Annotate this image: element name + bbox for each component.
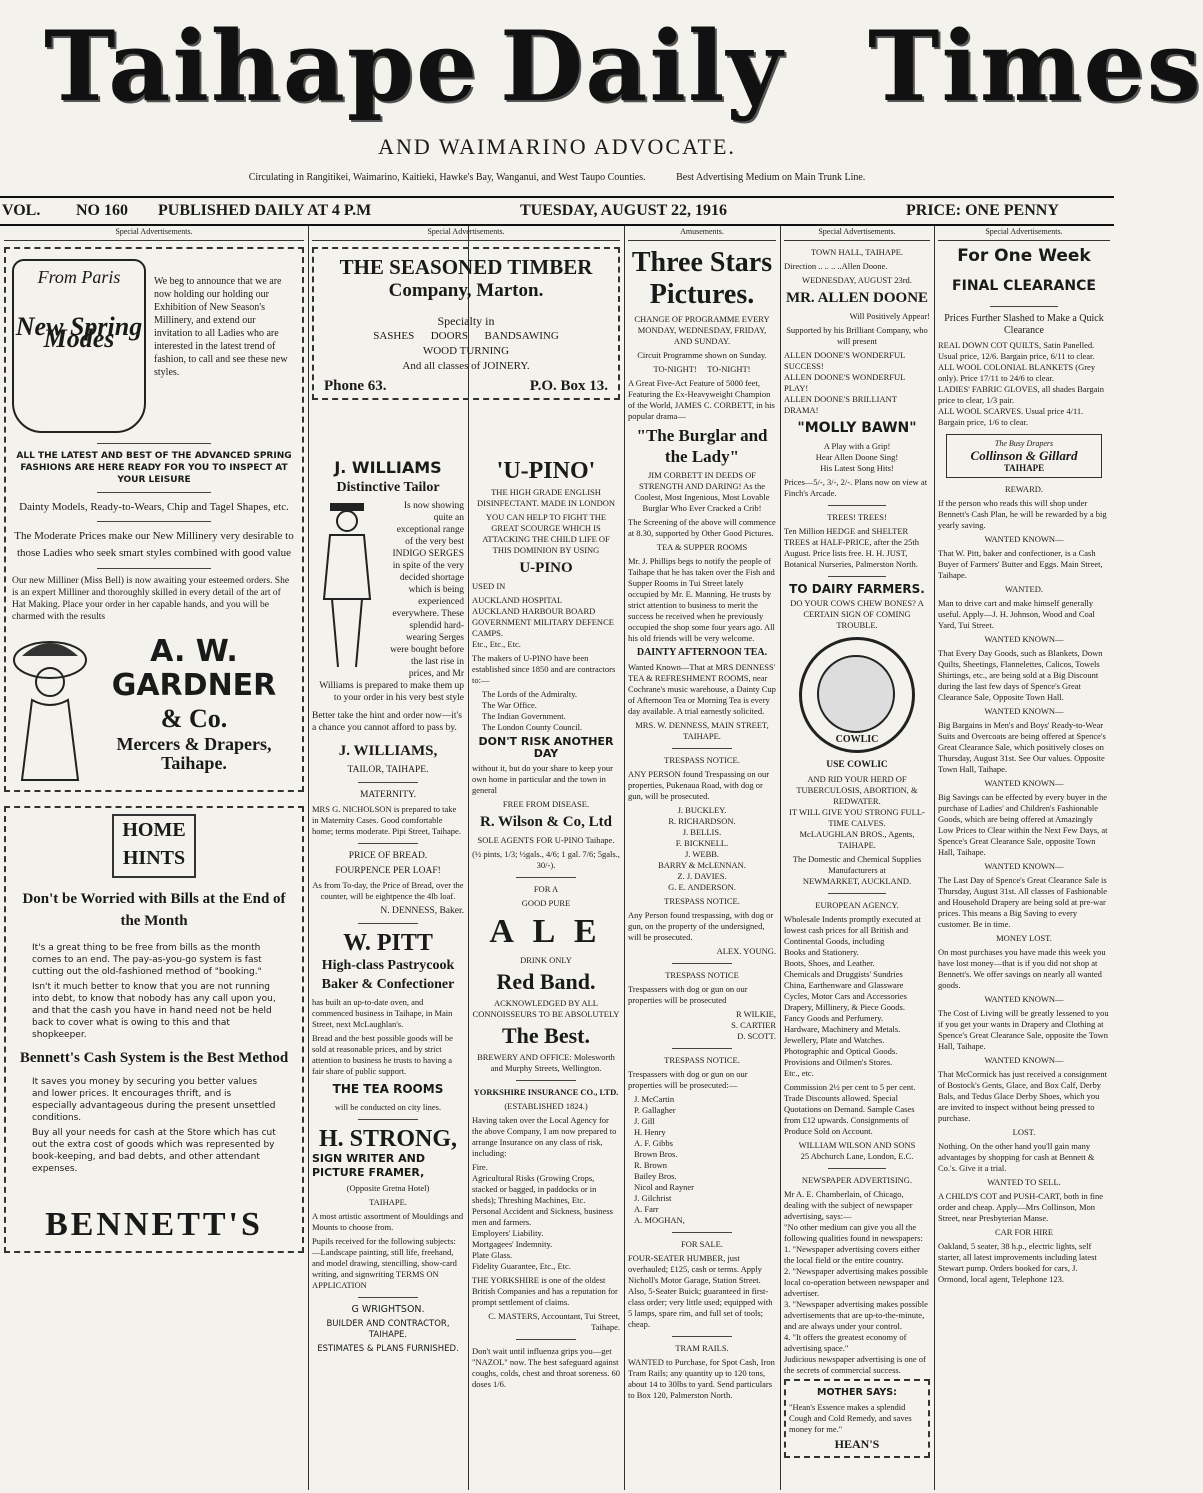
final-clearance: FINAL CLEARANCE — [952, 278, 1096, 294]
divider — [97, 492, 211, 493]
dainty-tea-head: DAINTY AFTERNOON TEA. — [636, 647, 768, 658]
trespass-text-3: Trespassers with dog or gun on our properties will be prosecuted — [628, 984, 748, 1005]
ale-for-a: FOR A — [533, 884, 559, 894]
trespass-names-1: J. BUCKLEY. R. RICHARDSON. J. BELLIS. F. BICKNELL. J. WEBB. BARRY & McLENNAN. Z. J. DAVIES. G. E. ANDERSON. — [658, 805, 746, 892]
timber-title: THE SEASONED TIMBER — [339, 255, 593, 279]
wrightson-name: G WRIGHTSON. — [351, 1304, 425, 1315]
tailored-man-illustration — [312, 499, 382, 669]
gardner-town: Taihape. — [161, 753, 227, 773]
european-agency-head: EUROPEAN AGENCY. — [815, 900, 899, 910]
programme-change: CHANGE OF PROGRAMME EVERY MONDAY, WEDNESDAY, FRIDAY, AND SUNDAY. — [634, 314, 770, 346]
play-details: A Play with a Grip! Hear Allen Doone Sing! His Latest Song Hits! — [815, 441, 899, 473]
circulation-text: Circulating in Rangitikei, Waimarino, Kaitieki, Hawke's Bay, Wanganui, and West Taupo Counties. — [248, 172, 646, 183]
yorkshire-text: Having taken over the Local Agency for the above Company, I am now prepared to arrange Insurance on any class of risk, including: — [472, 1115, 617, 1158]
wanted-head-5: WANTED KNOWN— — [984, 778, 1064, 788]
clearance-items: REAL DOWN COT QUILTS, Satin Panelled. Usual price, 12/6. Bargain price, 6/11 to clear. ALL WOOL COLONIAL BLANKETS (Grey only). Price 17/11 to 24/6 to clear. LADIES' FABRIC GLOVES, all shades Bargain price to clear, 1/3 pair. ALL WOOL SCARVES. Usual price 4/11. Bargain price, 1/6 to clear. — [938, 340, 1105, 427]
divider — [828, 1168, 886, 1169]
newspaper-advertising-head: NEWSPAPER ADVERTISING. — [801, 1175, 913, 1185]
wanted-head-6: WANTED KNOWN— — [984, 861, 1064, 871]
collinson-gillard-logo — [946, 434, 1102, 478]
yorkshire-reputation: THE YORKSHIRE is one of the oldest British Companies and has a reputation for prompt settlement of claims. — [472, 1275, 618, 1307]
strong-mouldings: A most artistic assortment of Mouldings and Mounts to choose from. — [312, 1211, 464, 1232]
issue-price: PRICE: ONE PENNY — [906, 202, 1059, 219]
dateline — [0, 196, 1114, 226]
prices-slashed: Prices Further Slashed to Make a Quick Clearance — [944, 313, 1104, 336]
town-hall: TOWN HALL, TAIHAPE. — [810, 247, 904, 257]
gardner-advert — [4, 247, 304, 792]
column-2 — [312, 458, 464, 1490]
reward-text: If the person who reads this will shop under Bennett's Cash Plan, he will be rewarded by a big yearly saving. — [938, 498, 1107, 530]
upino-risk: DON'T RISK ANOTHER DAY — [478, 735, 614, 760]
collinson-gillard-name: Collinson & Gillard — [970, 448, 1078, 463]
wanted-to-sell-head: WANTED TO SELL. — [987, 1177, 1061, 1187]
best-medium-text: Best Advertising Medium on Main Trunk Line. — [676, 172, 866, 183]
newspaper-advertising-text: Mr A. E. Chamberlain, of Chicago, dealing with the subject of newspaper advertising, says:— "No other medium can give you all the following qualities found in newspapers: 1. "Newspaper advertising covers either the local field or the entire country. 2. "Newspaper advertising makes possible local co-operation between newspaper and advertiser. 3. "Newspaper advertising makes possible advertisements that are up-to-the-minute, and are always under your control. 4. "It offers the greatest economy of advertising space." Judicious newspaper advertising is one of the secrets of commercial success. — [784, 1189, 929, 1375]
heans-name: HEAN'S — [834, 1437, 880, 1451]
ale-drink-only: DRINK ONLY — [520, 955, 572, 965]
divider — [358, 923, 419, 924]
williams-text: Is now showing quite an exceptional range of the very best INDIGO SERGES in spite of the very decided shortage which is being experienced everywhere. These splendid hard-wearing Serges were bought before the last rise in prices, and Mr Williams is prepared to make them up to your order in his very best style — [319, 501, 464, 703]
strong-address: (Opposite Gretna Hotel) — [346, 1183, 430, 1193]
column-header: Special Advertisements. — [938, 226, 1110, 241]
strong-pupils: Pupils received for the following subjects:—Landscape painting, still life, freehand, and model drawing, stencilling, show-card writing, and signwriting TERMS ON APPLICATION — [312, 1236, 457, 1290]
one-week-head: For One Week — [957, 246, 1091, 266]
bennett-para-3: It saves you money by securing you better values and lower prices. It encourages thrift, and is especially advantageous during the present unsettled conditions. — [32, 1077, 276, 1123]
use-cowlic: USE COWLIC — [826, 760, 888, 770]
masthead-title-taihape: Taihape — [44, 10, 480, 123]
wanted-text-8: That McCormick has just received a consignment of Bostock's Gents, Glace, and Box Calf, Derby Bals, and Tedus Glace Derby Shoes, which you are invited to inspect without being pressed to purchase. — [938, 1069, 1108, 1123]
column-rule — [780, 226, 781, 1490]
wanted-text-5: Big Savings can be effected by every buyer in the purchase of Ladies' and Children's Fashionable Goods, which are being offered at Amazingly Low Prices to Clear within the Next Few Days, at Spence's Great Clearance Sale, opposite Town Hall, Taihape. — [938, 792, 1108, 857]
column-1 — [4, 226, 304, 1490]
dairy-text: DO YOUR COWS CHEW BONES? A CERTAIN SIGN OF COMING TROUBLE. — [790, 598, 924, 630]
pitt-text: has built an up-to-date oven, and commenced business in Taihape, in Main Street, next McLaughlan's. — [312, 997, 453, 1029]
trespass-text-2: Any Person found trespassing, with dog or gun, on the property of the undersigned, will be prosecuted. — [628, 910, 774, 942]
trespass-names-2: ALEX. YOUNG. — [716, 946, 776, 956]
divider — [828, 576, 886, 577]
for-sale-text: FOUR-SEATER HUMBER, just overhauled; £125, cash or terms. Apply Nicholl's Motor Garage, Station Street. Also, 5-Seater Buick; guaranteed in first-class order; very little used; equipped with 5 lamps, spare rim, and full set of tools; cheap. — [628, 1253, 773, 1329]
phillips-text: Mr. J. Phillips begs to notify the people of Taihape that he has taken over the Fish and Supper Rooms in Tui Street lately occupied by Mr. E. Manning. He trusts by strict attention to business to merit the success he received when he previously occupied the shop some four years ago. All his old friends will be very welcome. — [628, 556, 775, 643]
trespass-head-4: TRESPASS NOTICE. — [664, 1055, 740, 1065]
spring-modes-tin-logo — [12, 259, 146, 433]
masthead-title-daily: Daily — [500, 10, 785, 123]
lost-text: Nothing. On the other hand you'll gain many advantages by shopping for cash at Bennett & Co.'s. Give it a trial. — [938, 1141, 1095, 1173]
car-hire-head: CAR FOR HIRE — [994, 1227, 1054, 1237]
ale-good-pure: GOOD PURE — [521, 898, 571, 908]
mother-says: MOTHER SAYS: — [817, 1387, 897, 1398]
timber-phone: Phone 63. — [324, 378, 387, 394]
column-rule — [934, 226, 935, 1490]
divider — [358, 1297, 419, 1298]
three-stars-title: Three Stars — [631, 247, 773, 278]
williams-name: J. WILLIAMS — [334, 458, 442, 477]
upino-contracts: The Lords of the Admiralty. The War Office. The Indian Government. The London County Council. — [482, 689, 583, 732]
column-2-top — [312, 226, 620, 456]
gardner-name: A. W. GARDNER — [111, 634, 277, 703]
bennett-para-2: Isn't it much better to know that you are not running into debt, to know that nobody has any call upon you, and that the cash you have in hand need not be held back to cover what is owing to this and that shopkeeper. — [32, 982, 276, 1040]
nazol-advert: Don't wait until influenza grips you—get "NAZOL" now. The best safeguard against coughs, colds, chest and throat soreness. 60 doses 1/6. — [472, 1346, 621, 1389]
williams-hint: Better take the hint and order now—it's a chance you cannot afford to pass by. — [312, 711, 462, 733]
bread-signature: N. DENNESS, Baker. — [380, 906, 464, 916]
divider — [97, 568, 211, 569]
maternity-text: MRS G. NICHOLSON is prepared to take in Maternity Cases. Good comfortable home; terms moderate. Pipi Street, Taihape. — [312, 804, 461, 836]
strong-trade: SIGN WRITER AND PICTURE FRAMER, — [312, 1152, 425, 1179]
yorkshire-risks: Fire. Agricultural Risks (Growing Crops, stacked or bagged, in paddocks or in sheds); Threshing Machines, Etc. Personal Accident and Sickness, business men and farmers. Employers' Liability. Mortgagees' Indemnity. Plate Glass. Fidelity Guarantee, Etc., Etc. — [472, 1162, 613, 1271]
divider — [516, 877, 575, 878]
wanted-text-6: The Last Day of Spence's Great Clearance Sale is Thursday, August 31st. All classes of Fashionable and Household Drapery are being sold at pre-war prices. This means a Big Saving to every customer. Be in time. — [938, 875, 1107, 929]
domestic-chemical: The Domestic and Chemical Supplies Manufacturers at NEWMARKET, AUCKLAND. — [792, 854, 922, 886]
upino-help: YOU CAN HELP TO FIGHT THE GREAT SCOURGE WHICH IS ATTACKING THE CHILD LIFE OF THIS DOMINION BY USING — [482, 512, 610, 555]
feature-text: A Great Five-Act Feature of 5000 feet, Featuring the Ex-Heavyweight Champion of the World, JAMES C. CORBETT, in his popular drama— — [628, 378, 775, 421]
timber-specialty: Specialty in — [437, 314, 495, 328]
lady-in-hat-illustration — [12, 630, 88, 780]
upino-prices: (½ pints, 1/3; ½gals., 4/6; 1 gal. 7/6; 5gals., 30/-). — [472, 849, 620, 870]
maternity-head: MATERNITY. — [359, 790, 417, 800]
wednesday-date: WEDNESDAY, AUGUST 23rd. — [802, 275, 912, 285]
timber-wood-turning: WOOD TURNING — [422, 345, 510, 357]
tin-text-spring: New Spring Modes — [15, 312, 143, 353]
masthead-title-times: Times — [868, 10, 1203, 123]
strong-name: H. STRONG, — [318, 1126, 458, 1152]
bennett-headline: Don't be Worried with Bills at the End of the Month — [22, 891, 286, 929]
corbett-text: JIM CORBETT IN DEEDS OF STRENGTH AND DARING! As the Coolest, Most Ingenious, Most Lovable Burglar Who Ever Cracked a Crib! — [634, 470, 770, 513]
williams-footer-name: J. WILLIAMS, — [338, 743, 438, 759]
wanted-head-1: WANTED KNOWN— — [984, 534, 1064, 544]
volume-label: VOL. — [2, 202, 41, 219]
yorkshire-established: (ESTABLISHED 1824.) — [504, 1101, 588, 1111]
bennett-para-4: Buy all your needs for cash at the Store which has cut out the extra cost of goods which was represented by book-keeping, and bad debts, and other attendant expenses. — [32, 1128, 276, 1174]
wanted-to-sell-text: A CHILD'S COT and PUSH-CART, both in fine order and cheap. Apply—Mrs Collinson, Mon Street, near Presbyterian Manse. — [938, 1191, 1104, 1223]
bread-subhead: FOURPENCE PER LOAF! — [335, 866, 441, 876]
williams-footer-town: TAILOR, TAIHAPE. — [347, 765, 429, 775]
yorkshire-head: YORKSHIRE INSURANCE CO., LTD. — [473, 1087, 619, 1097]
divider — [516, 1339, 575, 1340]
collinson-gillard-town: TAIHAPE — [1003, 463, 1045, 473]
gardner-dainty: Dainty Models, Ready-to-Wears, Chip and Tagel Shapes, etc. — [19, 501, 289, 513]
column-5 — [784, 226, 930, 1490]
bennett-advert — [4, 806, 304, 1253]
trespass-names-4: J. McCartin P. Gallagher J. Gill H. Henry A. F. Gibbs Brown Bros. R. Brown Bailey Bros. Nicol and Rayner J. Gilchrist A. Farr A. MOGHAN, — [634, 1094, 694, 1225]
ale-brewery: BREWERY AND OFFICE: Molesworth and Murphy Streets, Wellington. — [477, 1052, 615, 1073]
trespass-names-3: R WILKIE, S. CARTIER D. SCOTT. — [731, 1009, 776, 1041]
trespass-head-1: TRESPASS NOTICE. — [664, 755, 740, 765]
denness-sign: MRS. W. DENNESS, MAIN STREET, TAIHAPE. — [635, 720, 769, 741]
upino-makers: The makers of U-PINO have been established since 1850 and are contractors to:— — [472, 653, 616, 685]
circulation-line — [0, 172, 1114, 183]
tram-rails-head: TRAM RAILS. — [675, 1343, 729, 1353]
wanted-head-4: WANTED KNOWN— — [984, 706, 1064, 716]
gardner-milliner: Our new Milliner (Miss Bell) is now awaiting your esteemed orders. She is an expert Milliner and thoroughly skilled in every detail of the art of Hat Making. Place your order in her capable hands, and you will be charmed with the results — [12, 576, 290, 622]
pictures-title: Pictures. — [649, 279, 755, 310]
bennett-name: BENNETT'S — [45, 1206, 263, 1243]
cowlic-text: AND RID YOUR HERD OF TUBERCULOSIS, ABORTION, & REDWATER. IT WILL GIVE YOU STRONG FULL-TIME CALVES. McLAUGHLAN BROS., Agents, TAIHAPE. — [789, 774, 925, 850]
denness-text: Wanted Known—That at MRS DENNESS' TEA & REFRESHMENT ROOMS, near Cochrane's music warehouse, a Dainty Cup of Afternoon Tea or Morning Tea is every day available. A trial earnestly solicited. — [628, 662, 776, 716]
allen-doone: MR. ALLEN DOONE — [785, 290, 929, 306]
yorkshire-agent: C. MASTERS, Accountant, Tui Street, Taihape. — [488, 1311, 620, 1332]
commission-text: Commission 2½ per cent to 5 per cent. Trade Discounts allowed. Special Quotations on Demand. Sample Cases from £12 upwards. Consignments of Produce Sold on Account. — [784, 1082, 916, 1136]
home-hints-logo: HOME HINTS — [112, 814, 196, 878]
trees-head: TREES! TREES! — [827, 512, 887, 522]
divider — [97, 521, 211, 522]
column-4 — [628, 226, 776, 1490]
cowlic-seal-inner — [817, 655, 895, 733]
red-band-title: Red Band. — [496, 969, 596, 994]
timber-pobox: P.O. Box 13. — [529, 378, 608, 394]
upino-users: AUCKLAND HOSPITAL AUCKLAND HARBOUR BOARD GOVERNMENT MILITARY DEFENCE CAMPS. Etc., Etc., Etc. — [472, 595, 614, 649]
wanted-head-7: WANTED KNOWN— — [984, 994, 1064, 1004]
trespass-head-2: TRESPASS NOTICE. — [664, 896, 740, 906]
molly-bawn: "MOLLY BAWN" — [797, 420, 917, 436]
tram-rails-text: WANTED to Purchase, for Spot Cash, Iron Tram Rails; any quantity up to 120 tons, about 14 to 30lbs to yard. Send particulars to Box 120, Palmerston North. — [628, 1357, 775, 1400]
pitt-text-2: Bread and the best possible goods will be sold at reasonable prices, and by strict attention to business he trusts to having a fair share of public support. — [312, 1033, 453, 1076]
divider — [828, 505, 886, 506]
timber-advert — [312, 247, 620, 400]
trespass-head-3: TRESPASS NOTICE — [665, 970, 739, 980]
wanted-text-1: That W. Pitt, baker and confectioner, is a Cash Buyer of Farmers' Butter and Eggs. Main Street, Taihape. — [938, 548, 1103, 580]
timber-items: SASHES DOORS BANDSAWING — [373, 330, 559, 342]
divider — [97, 443, 211, 444]
tea-rooms-text: will be conducted on city lines. — [334, 1102, 442, 1112]
lost-head: LOST. — [1012, 1127, 1036, 1137]
wilson-name: R. Wilson & Co, Ltd — [480, 814, 612, 830]
bread-text: As from To-day, the Price of Bread, over the counter, will be eightpence the 4lb loaf. — [312, 880, 464, 901]
heans-advert — [784, 1379, 930, 1458]
money-lost-text: On most purchases you have made this week you have lost money—that is if you did not shop at Bennett's. We offer savings on nearly all wanted goods. — [938, 947, 1106, 990]
divider — [358, 843, 419, 844]
car-hire-text: Oakland, 5 seater, 38 h.p., electric lights, self starter, all latest improvements including latest Stewart pump. Orders booked for cars, J. Ormond, local agent, Telephone 123. — [938, 1241, 1097, 1284]
screening-text: The Screening of the above will commence at 8.30, supported by Other Good Pictures. — [628, 517, 776, 538]
divider — [672, 1232, 731, 1233]
busy-drapers: The Busy Drapers — [994, 439, 1054, 448]
upino-free: FREE FROM DISEASE. — [502, 799, 590, 809]
tin-text-paris: From Paris — [37, 267, 121, 287]
cowlic-seal-text: COWLIC — [835, 734, 879, 745]
timber-contact — [320, 380, 612, 392]
wanted-text-3: That Every Day Goods, such as Blankets, Down Quilts, Sheetings, Flannelettes, Calicos, Towels Shirtings, etc., are being sold at a Big Discount during the last few days of Spence's Great Clearance Sale, Opposite Town Hall. — [938, 648, 1103, 702]
gardner-co: & Co. — [160, 704, 228, 733]
upino-title: 'U-PINO' — [496, 458, 596, 484]
divider — [516, 1080, 575, 1081]
will-appear: Will Positively Appear! — [849, 311, 930, 321]
divider — [358, 782, 419, 783]
ale-the-best: The Best. — [502, 1023, 590, 1048]
wanted-text-2: Man to drive cart and make himself generally useful. Apply—J. H. Johnson, Wood and Coal Yard, Tui Street. — [938, 598, 1095, 630]
ale-title: A L E — [489, 913, 603, 950]
wanted-head-2: WANTED. — [1004, 584, 1043, 594]
pitt-trade: High-class Pastrycook Baker & Confectioner — [321, 958, 455, 992]
circuit-programme: Circuit Programme shown on Sunday. — [637, 350, 767, 360]
cowlic-seal-logo — [799, 637, 915, 753]
wanted-text-7: The Cost of Living will be greatly lessened to you if you get your wants in Drapery and Clothing at Spence's Great Clearance Sale, opposite the Town Hall, Taihape. — [938, 1008, 1109, 1051]
upino-risk-text: without it, but do your share to keep your own home in particular and the town in general — [472, 763, 613, 795]
column-rule — [308, 226, 309, 1490]
column-3 — [472, 458, 620, 1490]
bennett-subhead: Bennett's Cash System is the Best Method — [19, 1050, 289, 1066]
divider — [672, 748, 731, 749]
divider — [672, 1336, 731, 1337]
wrightson-estimates: ESTIMATES & PLANS FURNISHED. — [317, 1344, 459, 1354]
ale-acknowledged: ACKNOWLEDGED BY ALL CONNOISSEURS TO BE ABSOLUTELY — [472, 998, 620, 1019]
gardner-moderate: The Moderate Prices make our New Millinery very desirable to those Ladies who seek smart styles combined with good value — [14, 530, 294, 559]
tonight-banner: TO-NIGHT! TO-NIGHT! — [653, 364, 751, 374]
masthead — [0, 0, 1203, 196]
timber-joinery: And all classes of JOINERY. — [402, 360, 530, 372]
published-daily: PUBLISHED DAILY AT 4 P.M — [158, 202, 372, 219]
supper-rooms-head: TEA & SUPPER ROOMS — [656, 542, 748, 552]
upino-sub: THE HIGH GRADE ENGLISH DISINFECTANT. MADE IN LONDON — [477, 487, 615, 508]
column-header: Special Advertisements. — [312, 226, 620, 241]
issue-date: TUESDAY, AUGUST 22, 1916 — [520, 202, 728, 219]
trespass-text-1: ANY PERSON found Trespassing on our properties, Pukenaua Road, with dog or gun, will be prosecuted. — [628, 769, 770, 801]
for-sale-head: FOR SALE. — [680, 1239, 724, 1249]
divider — [358, 1119, 419, 1120]
divider — [672, 1048, 731, 1049]
column-header: Amusements. — [628, 226, 776, 241]
column-rule — [624, 226, 625, 1490]
divider — [672, 963, 731, 964]
mother-says-text: "Hean's Essence makes a splendid Cough and Cold Remedy, and saves money for me." — [789, 1402, 912, 1434]
european-agency-text: Wholesale Indents promptly executed at lowest cash prices for all British and Continental Goods, including Books and Stationery. Boots, Shoes, and Leather. Chemicals and Druggists' Sundries China, Earthenware and Glassware Cycles, Motor Cars and Accessories Drapery, Millinery, & Piece Goods. Fancy Goods and Perfumery. Hardware, Machinery and Metals. Jewellery, Plate and Watches. Photographic and Optical Goods. Provisions and Oilmen's Stores. Etc., etc. — [784, 914, 921, 1078]
gardner-trade: Mercers & Drapers, — [116, 734, 272, 754]
pitt-name: W. PITT — [343, 930, 433, 956]
trespass-text-4: Trespassers with dog or gun on our properties will be prosecuted:— — [628, 1069, 748, 1090]
divider — [828, 893, 886, 894]
money-lost-head: MONEY LOST. — [996, 933, 1052, 943]
wanted-text-4: Big Bargains in Men's and Boys' Ready-to-Wear Suits and Overcoats are being offered at Spence's Great Clearance Sale, which positively closes on Thursday, August 31st. See Our values. Opposite Town Hall, Taihape. — [938, 720, 1106, 774]
wanted-head-8: WANTED KNOWN— — [984, 1055, 1064, 1065]
masthead-subtitle: AND WAIMARINO ADVOCATE. — [378, 134, 736, 159]
upino-used-in: USED IN — [472, 581, 506, 591]
supported-by: Supported by his Brilliant Company, who will present — [786, 325, 928, 346]
william-wilson: WILLIAM WILSON AND SONS 25 Abchurch Lane, London, E.C. — [798, 1140, 916, 1161]
williams-tagline: Distinctive Tailor — [336, 480, 440, 495]
column-6 — [938, 226, 1110, 1490]
bread-head: PRICE OF BREAD. — [348, 851, 428, 861]
divider — [990, 306, 1059, 307]
tea-rooms-head: THE TEA ROOMS — [332, 1082, 444, 1096]
upino-name: U-PINO — [519, 560, 573, 576]
bennett-para-1: It's a great thing to be free from bills as the month comes to an end. The pay-as-you-go system is fast cutting out the old-fashioned method of "booking." — [32, 943, 262, 977]
gardner-intro: We beg to announce that we are now holding our holding our Exhibition of New Season's Millinery, and extend our invitation to all Ladies who are interested in the latest trend of fashion, to call and see these new styles. — [154, 276, 288, 378]
reward-head: REWARD. — [1004, 484, 1043, 494]
doone-success: ALLEN DOONE'S WONDERFUL SUCCESS! ALLEN DOONE'S WONDERFUL PLAY! ALLEN DOONE'S BRILLIANT DRAMA! — [784, 350, 905, 415]
dairy-head: TO DAIRY FARMERS. — [789, 582, 925, 596]
wrightson-trade: BUILDER AND CONTRACTOR, TAIHAPE. — [326, 1319, 450, 1340]
timber-company: Company, Marton. — [388, 280, 544, 301]
direction: Direction .. .. .. ..Allen Doone. — [784, 261, 888, 271]
column-header: Special Advertisements. — [784, 226, 930, 241]
issue-number: NO 160 — [76, 202, 128, 219]
trees-text: Ten Million HEDGE and SHELTER TREES at HALF-PRICE, after the 25th August. Price lists free. H. H. JUST, Botanical Nurseries, Palmerston North. — [784, 526, 920, 569]
burglar-title: "The Burglar and the Lady" — [636, 426, 768, 466]
doone-prices: Prices—5/-, 3/-, 2/-. Plans now on view at Finch's Arcade. — [784, 477, 928, 498]
column-header: Special Advertisements. — [4, 226, 304, 241]
strong-town: TAIHAPE. — [369, 1197, 407, 1207]
wilson-agents: SOLE AGENTS FOR U-PINO Taihape. — [477, 835, 615, 845]
wanted-head-3: WANTED KNOWN— — [984, 634, 1064, 644]
gardner-latest: ALL THE LATEST AND BEST OF THE ADVANCED SPRING FASHIONS ARE HERE READY FOR YOU TO INSPECT AT YOUR LEISURE — [16, 451, 292, 485]
